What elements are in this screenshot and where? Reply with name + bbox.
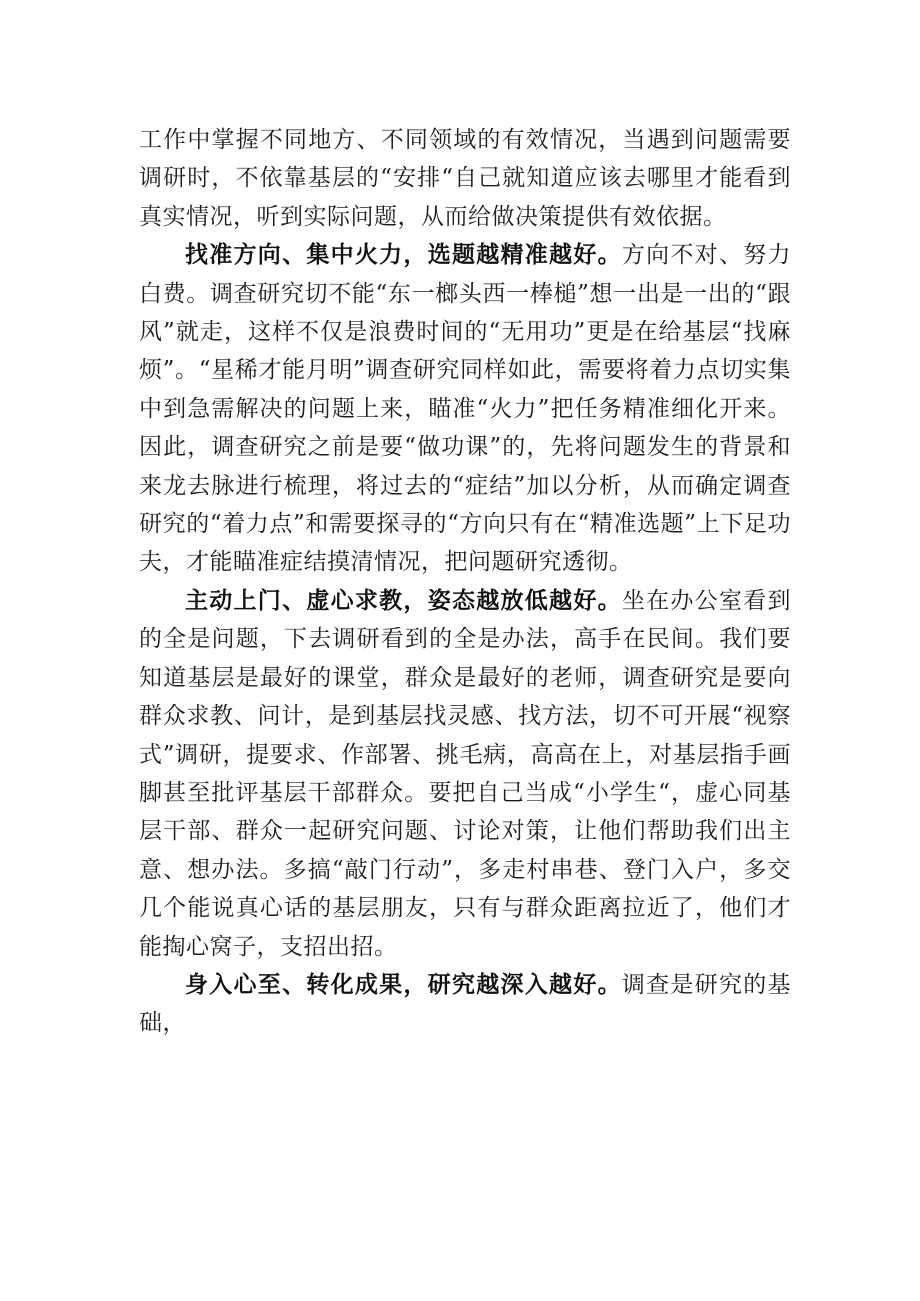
paragraph-lead-heading: 找准方向、集中火力，选题越精准越好。 <box>185 242 622 269</box>
paragraph-text: 方向不对、努力白费。调查研究切不能“东一榔头西一棒槌”想一出是一出的“跟风”就走，这样不仅是浪费时间的“无用功”更是在给基层“找麻烦”。“星稀才能月明”调查研究同样如此，需要将着力点切实集中到急需解决的问题上来，瞄准“火力”把任务精准细化开来。因此，调查研究之前是要“做功课”的，先将问题发生的背景和来龙去脉进行梳理，将过去的“症结”加以分析，从而确定调查研究的“着力点”和需要探寻的“方向只有在“精准选题”上下足功夫，才能瞄准症结摸清情况，把问题研究透彻。 <box>139 242 792 576</box>
paragraph-text: 坐在办公室看到的全是问题，下去调研看到的全是办法，高手在民间。我们要知道基层是最好的课堂，群众是最好的老师，调查研究是要向群众求教、问计，是到基层找灵感、找方法，切不可开展“视察式”调研，提要求、作部署、挑毛病，高高在上，对基层指手画脚甚至批评基层干部群众。要把自己当成“小学生“，虚心同基层干部、群众一起研究问题、讨论对策，让他们帮助我们出主意、想办法。多搞“敲门行动”，多走村串巷、登门入户，多交几个能说真心话的基层朋友，只有与群众距离拉近了，他们才能掏心窝子，支招出招。 <box>139 587 792 960</box>
paragraph-humble-inquiry <box>139 582 791 966</box>
paragraph-text: 工作中掌握不同地方、不同领域的有效情况，当遇到问题需要调研时，不依靠基层的“安排“自己就知道应该去哪里才能看到真实情况，听到实际问题，从而给做决策提供有效依据。 <box>139 127 791 230</box>
paragraph-choose-direction <box>139 236 791 582</box>
paragraph-text: 调查是研究的基础， <box>139 971 792 1037</box>
paragraph-continuation <box>139 121 791 236</box>
paragraph-deep-research <box>139 966 791 1043</box>
paragraph-lead-heading: 主动上门、虚心求教，姿态越放低越好。 <box>185 587 622 614</box>
paragraph-lead-heading: 身入心至、转化成果，研究越深入越好。 <box>185 971 622 998</box>
document-body <box>139 121 791 1043</box>
